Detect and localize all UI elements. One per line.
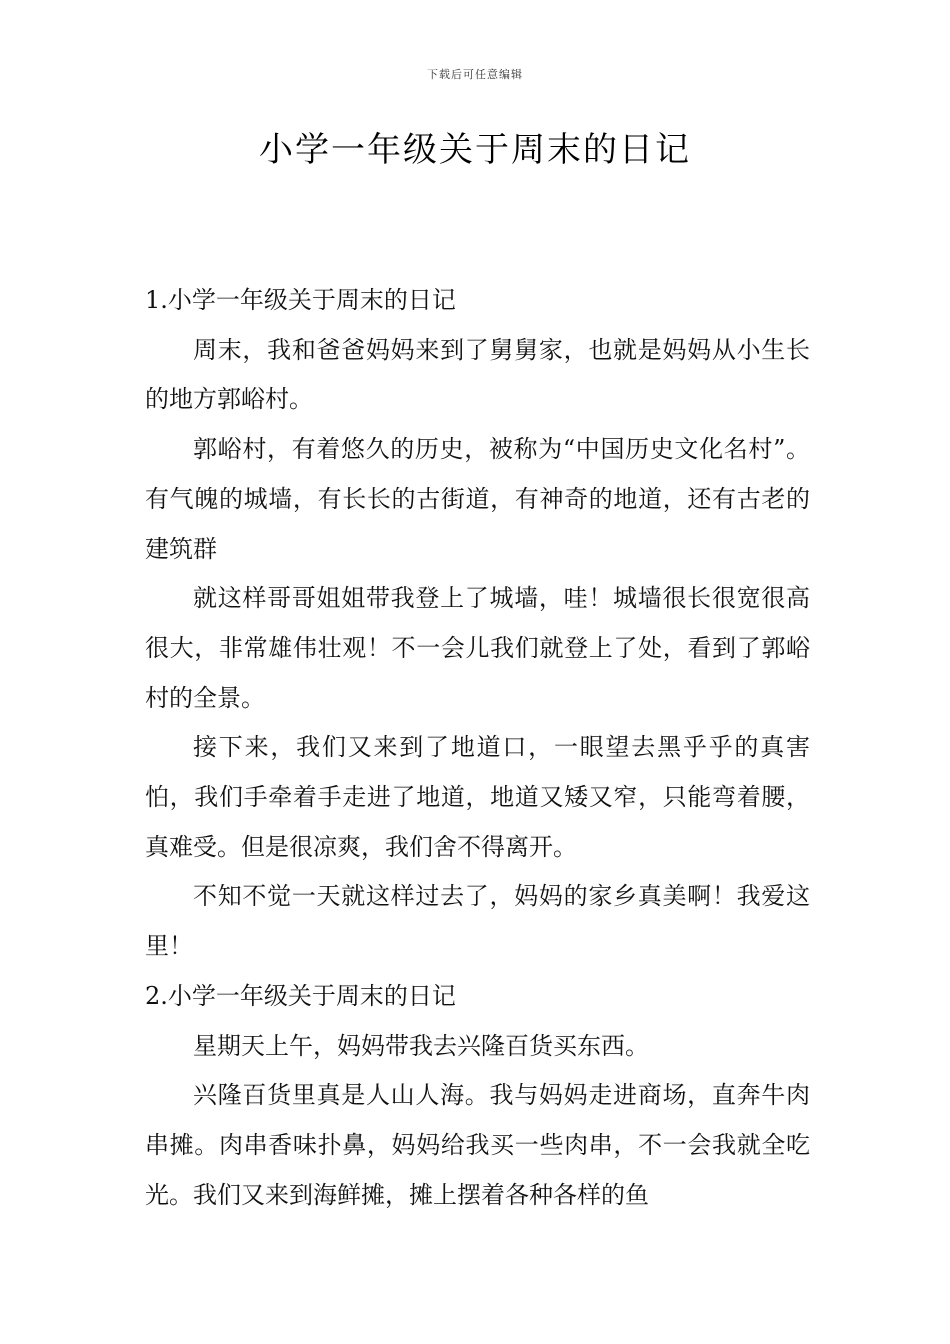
document-body xyxy=(145,276,810,1220)
paragraph: 郭峪村，有着悠久的历史，被称为“中国历史文化名村”。有气魄的城墙，有长长的古街道，有神奇的地道，还有古老的建筑群 xyxy=(145,435,810,563)
paragraph: 周末，我和爸爸妈妈来到了舅舅家，也就是妈妈从小生长的地方郭峪村。 xyxy=(145,335,810,414)
paragraph: 就这样哥哥姐姐带我登上了城墙，哇！城墙很长很宽很高很大，非常雄伟壮观！不一会儿我们就登上了处，看到了郭峪村的全景。 xyxy=(145,584,810,712)
header-note: 下载后可任意编辑 xyxy=(427,68,523,81)
section-heading: 2.小学一年级关于周末的日记 xyxy=(145,981,456,1010)
paragraph: 不知不觉一天就这样过去了，妈妈的家乡真美啊！我爱这里！ xyxy=(145,882,810,961)
paragraph: 接下来，我们又来到了地道口，一眼望去黑乎乎的真害怕，我们手牵着手走进了地道，地道又矮又窄，只能弯着腰，真难受。但是很凉爽，我们舍不得离开。 xyxy=(145,733,810,861)
paragraph: 兴隆百货里真是人山人海。我与妈妈走进商场，直奔牛肉串摊。肉串香味扑鼻，妈妈给我买一些肉串，不一会我就全吃光。我们又来到海鲜摊，摊上摆着各种各样的鱼 xyxy=(145,1081,810,1209)
section-heading: 1.小学一年级关于周末的日记 xyxy=(145,286,456,314)
paragraph: 星期天上午，妈妈带我去兴隆百货买东西。 xyxy=(193,1031,649,1060)
document-title: 小学一年级关于周末的日记 xyxy=(259,130,691,170)
